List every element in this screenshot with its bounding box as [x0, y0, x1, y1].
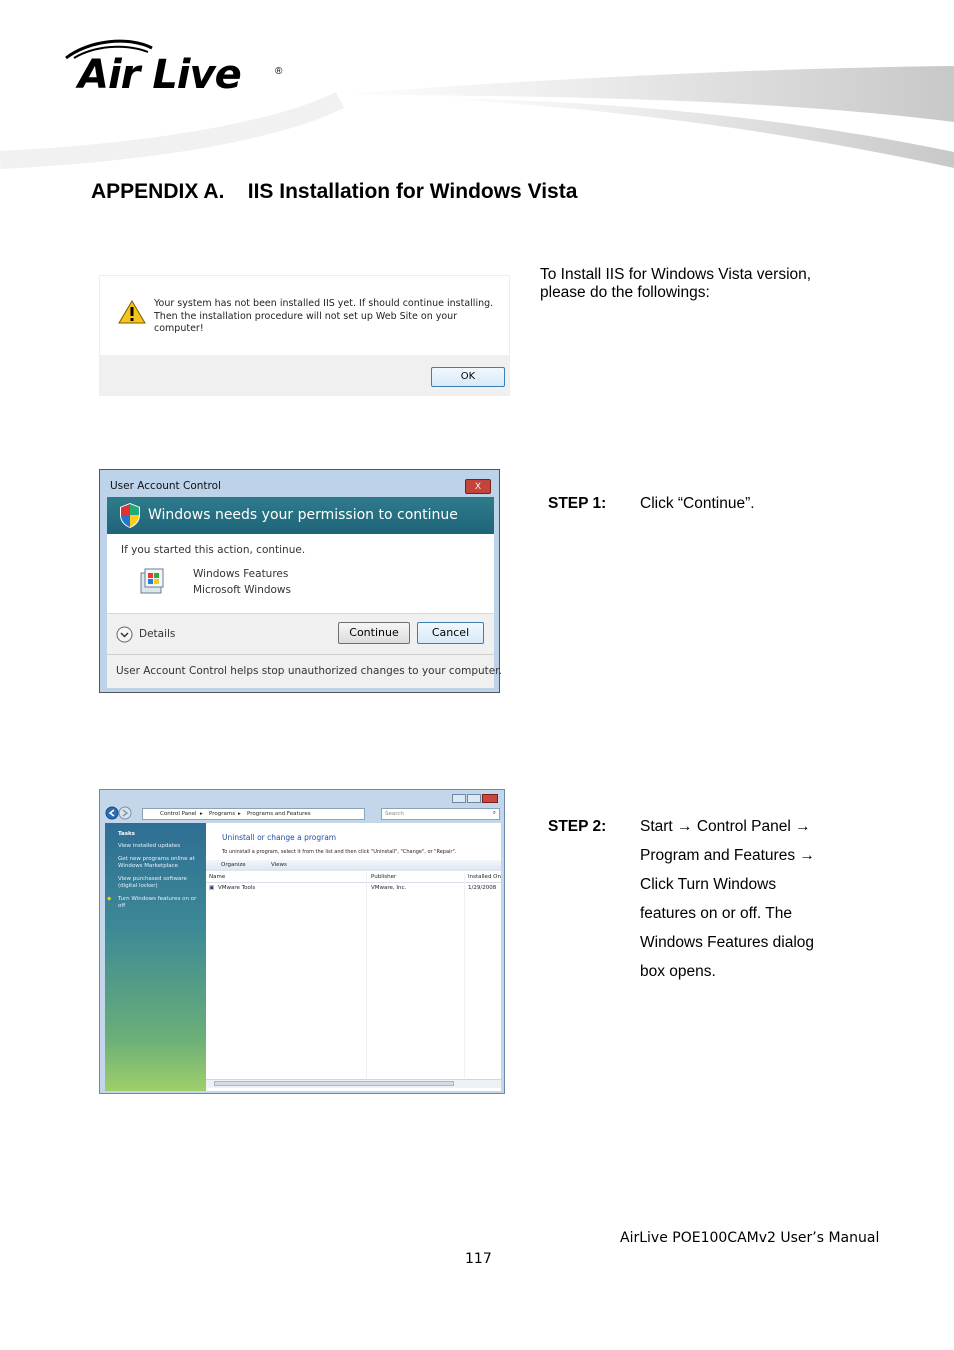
step-2-text — [640, 812, 815, 986]
task-turn-windows-features[interactable]: Turn Windows features on or off — [118, 896, 197, 909]
page-number: 117 — [465, 1251, 492, 1267]
step-1-text — [640, 489, 755, 518]
column-installed-on[interactable]: Installed On — [468, 874, 501, 880]
intro-text — [540, 266, 811, 302]
intro-line-1: To Install IIS for Windows Vista version, — [540, 266, 812, 283]
minimize-button[interactable] — [452, 794, 466, 803]
intro-line-2: please do the followings: — [540, 284, 710, 301]
registered-mark: ® — [275, 66, 283, 77]
header-swoosh — [0, 0, 954, 200]
uac-intro: If you started this action, continue. — [121, 544, 306, 556]
step-2-label: STEP 2: — [548, 818, 607, 835]
tasks-heading: Tasks — [118, 831, 135, 837]
main-description: To uninstall a program, select it from the list and then click "Uninstall", "Change", or "Repair". — [222, 849, 457, 855]
step-2-line: Start → Control Panel → — [640, 818, 811, 835]
step-2-line: Click Turn Windows — [640, 876, 777, 893]
row-installed: 1/29/2008 — [468, 885, 497, 891]
warning-icon — [118, 300, 146, 324]
row-name: VMware Tools — [218, 885, 256, 891]
task-purchased-software[interactable]: View purchased software (digital locker) — [118, 876, 187, 889]
search-placeholder: Search — [385, 811, 404, 817]
step-2-line: features on or off. The — [640, 905, 792, 922]
step-2-line: Windows Features dialog — [640, 934, 815, 951]
ok-button[interactable]: OK — [431, 367, 505, 387]
column-headers — [206, 873, 501, 883]
breadcrumb-programs[interactable]: Programs — [209, 811, 236, 817]
main-title: Uninstall or change a program — [222, 833, 337, 842]
close-button[interactable]: X — [465, 479, 491, 494]
uac-footer-text: User Account Control helps stop unauthorized changes to your computer. — [116, 665, 502, 677]
scrollbar-thumb[interactable] — [214, 1081, 454, 1086]
step-1-line: Click “Continue”. — [640, 495, 755, 512]
table-row[interactable] — [206, 884, 501, 893]
breadcrumb-programs-features[interactable]: Programs and Features — [247, 811, 311, 817]
row-publisher: VMware, Inc. — [371, 885, 407, 891]
iis-warning-message: Your system has not been installed IIS yet. If should continue installing. Then the installation procedure will not set up Web Site on your computer! — [154, 298, 494, 334]
windows-features-icon — [137, 567, 167, 597]
program-publisher: Microsoft Windows — [193, 584, 291, 596]
maximize-button[interactable] — [467, 794, 481, 803]
column-publisher[interactable]: Publisher — [371, 874, 397, 880]
horizontal-scrollbar[interactable] — [206, 1079, 501, 1088]
uac-dialog — [99, 469, 500, 693]
manual-title: AirLive POE100CAMv2 User’s Manual — [620, 1230, 880, 1246]
details-toggle[interactable]: Details — [139, 628, 176, 640]
control-panel-window — [99, 789, 505, 1094]
task-get-programs[interactable]: Get new programs online at Windows Marketplace — [118, 856, 195, 869]
step-2-line: box opens. — [640, 963, 716, 980]
uac-title: User Account Control — [110, 480, 221, 492]
cancel-button[interactable]: Cancel — [417, 622, 484, 644]
task-view-updates[interactable]: View installed updates — [118, 843, 181, 849]
continue-button[interactable]: Continue — [338, 622, 410, 644]
chevron-down-icon[interactable] — [116, 626, 133, 643]
iis-warning-dialog — [99, 275, 510, 396]
programs-pane — [206, 823, 501, 1091]
uac-footer — [107, 654, 502, 688]
airlive-logo: Air Live — [78, 52, 241, 98]
back-forward-icon[interactable] — [105, 806, 141, 820]
step-1-label: STEP 1: — [548, 495, 607, 512]
command-bar — [206, 860, 501, 871]
breadcrumb-separator: ▸ — [200, 811, 203, 817]
column-name[interactable]: Name — [209, 874, 226, 880]
organize-menu[interactable]: Organize — [221, 862, 246, 868]
uac-banner-text: Windows needs your permission to continue — [148, 507, 458, 523]
views-menu[interactable]: Views — [271, 862, 287, 868]
tasks-sidebar — [105, 823, 206, 1091]
uac-body — [107, 534, 494, 613]
uac-banner — [107, 497, 494, 534]
breadcrumb-control-panel[interactable]: Control Panel — [160, 811, 197, 817]
page-title: APPENDIX A. IIS Installation for Windows Vista — [91, 180, 578, 203]
close-button[interactable] — [482, 794, 498, 803]
step-2-line: Program and Features → — [640, 847, 815, 864]
address-bar[interactable] — [142, 808, 365, 820]
breadcrumb-separator: ▸ — [238, 811, 241, 817]
shield-icon: ◆ — [107, 896, 112, 902]
column-divider — [366, 873, 367, 1078]
search-input[interactable] — [381, 808, 500, 820]
search-icon[interactable]: ⌕ — [492, 810, 496, 816]
program-name: Windows Features — [193, 568, 289, 580]
vmware-icon: ▣ — [209, 885, 215, 891]
column-divider — [464, 873, 465, 1078]
uac-button-bar — [107, 613, 494, 654]
window-controls — [452, 794, 498, 803]
shield-icon — [119, 502, 141, 529]
